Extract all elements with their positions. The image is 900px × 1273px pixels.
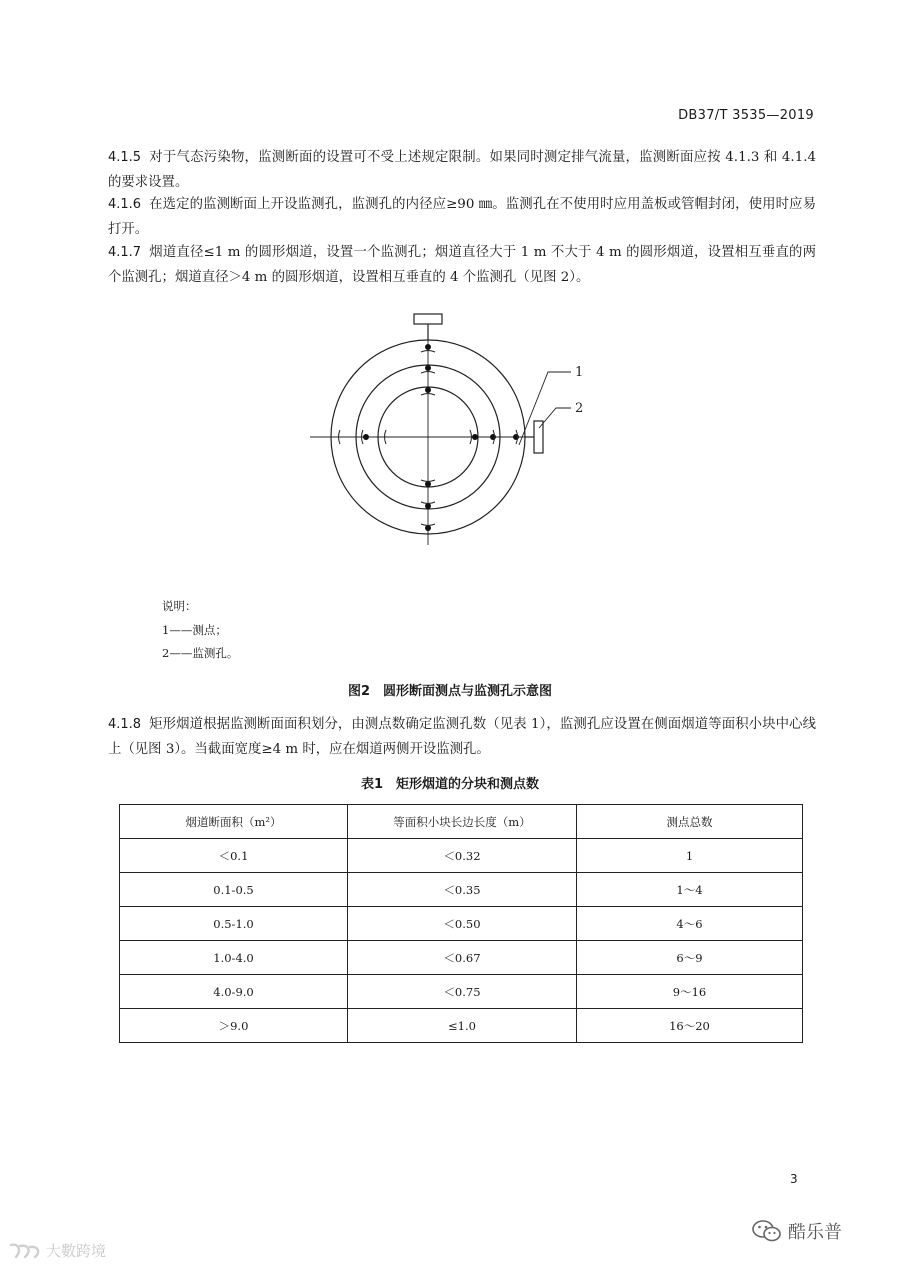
clause-text: 矩形烟道根据监测断面面积划分，由测点数确定监测孔数（见表 1），监测孔应设置在侧面烟道等面积小块中心线上（见图 3）。当截面宽度≥4 m 时，应在烟道两侧开设监测孔。 xyxy=(108,717,816,757)
cell-side-length: ≤1.0 xyxy=(348,1009,577,1043)
cell-side-length: ＜0.75 xyxy=(348,975,577,1009)
header-side-length: 等面积小块长边长度（m） xyxy=(348,805,577,839)
cell-point-count: 6～9 xyxy=(577,941,803,975)
clause-4-1-7 xyxy=(108,240,816,290)
clause-number: 4.1.5 xyxy=(108,150,142,165)
callout-1-label: 1 xyxy=(575,365,584,380)
watermark-right xyxy=(752,1218,842,1244)
clause-number: 4.1.7 xyxy=(108,245,142,260)
cell-point-count: 1 xyxy=(577,839,803,873)
legend-item-2: 2——监测孔。 xyxy=(162,646,239,660)
table-row xyxy=(120,839,803,873)
callout-2-label: 2 xyxy=(575,401,584,416)
table-row xyxy=(120,1009,803,1043)
legend-item-1: 1——测点； xyxy=(162,623,227,637)
watermark-left-text: 大數跨境 xyxy=(46,1242,107,1260)
cell-area: 1.0-4.0 xyxy=(120,941,348,975)
figure-caption: 图2 圆形断面测点与监测孔示意图 xyxy=(347,684,553,699)
header-area: 烟道断面积（m²） xyxy=(120,805,348,839)
legend-title: 说明： xyxy=(162,599,197,613)
clause-4-1-5 xyxy=(108,145,816,195)
table-row xyxy=(120,975,803,1009)
cell-side-length: ＜0.50 xyxy=(348,907,577,941)
table-caption: 表1 矩形烟道的分块和测点数 xyxy=(360,777,540,792)
watermark-right-text: 酷乐普 xyxy=(788,1222,842,1243)
clause-number: 4.1.6 xyxy=(108,197,142,212)
wechat-icon xyxy=(752,1219,782,1243)
top-port xyxy=(414,314,442,324)
table-row xyxy=(120,907,803,941)
callout-1-leader xyxy=(519,372,571,445)
cell-side-length: ＜0.32 xyxy=(348,839,577,873)
clause-text: 烟道直径≤1 m 的圆形烟道，设置一个监测孔；烟道直径大于 1 m 不大于 4 m 的圆形烟道，设置相互垂直的两个监测孔；烟道直径＞4 m 的圆形烟道，设置相互垂直的 4 个监测孔（见图 2）。 xyxy=(108,245,816,285)
table-row xyxy=(120,941,803,975)
cell-point-count: 16～20 xyxy=(577,1009,803,1043)
cell-area: 0.1-0.5 xyxy=(120,873,348,907)
measuring-points xyxy=(363,344,519,531)
table-row xyxy=(120,873,803,907)
clause-number: 4.1.8 xyxy=(108,717,142,732)
cell-area: ＞9.0 xyxy=(120,1009,348,1043)
rect-flue-table xyxy=(119,804,803,1043)
brand-logo-icon xyxy=(8,1242,42,1260)
watermark-left xyxy=(8,1240,106,1261)
cell-point-count: 9～16 xyxy=(577,975,803,1009)
header-point-count: 测点总数 xyxy=(577,805,803,839)
document-code: DB37/T 3535—2019 xyxy=(678,108,814,123)
cell-side-length: ＜0.35 xyxy=(348,873,577,907)
clause-4-1-8 xyxy=(108,712,816,762)
cell-area: 4.0-9.0 xyxy=(120,975,348,1009)
clause-text: 在选定的监测断面上开设监测孔，监测孔的内径应≥90 ㎜。监测孔在不使用时应用盖板或管帽封闭，使用时应易打开。 xyxy=(108,197,816,237)
table-header-row xyxy=(120,805,803,839)
cell-area: 0.5-1.0 xyxy=(120,907,348,941)
callout-2-leader xyxy=(539,408,571,428)
cell-point-count: 1～4 xyxy=(577,873,803,907)
clause-text: 对于气态污染物，监测断面的设置可不受上述规定限制。如果同时测定排气流量，监测断面应按 4.1.3 和 4.1.4 的要求设置。 xyxy=(108,150,816,190)
cell-point-count: 4～6 xyxy=(577,907,803,941)
clause-4-1-6 xyxy=(108,192,816,242)
cell-side-length: ＜0.67 xyxy=(348,941,577,975)
circular-section-diagram xyxy=(0,300,900,570)
cell-area: ＜0.1 xyxy=(120,839,348,873)
page-number: 3 xyxy=(790,1172,798,1186)
right-port xyxy=(534,421,543,453)
